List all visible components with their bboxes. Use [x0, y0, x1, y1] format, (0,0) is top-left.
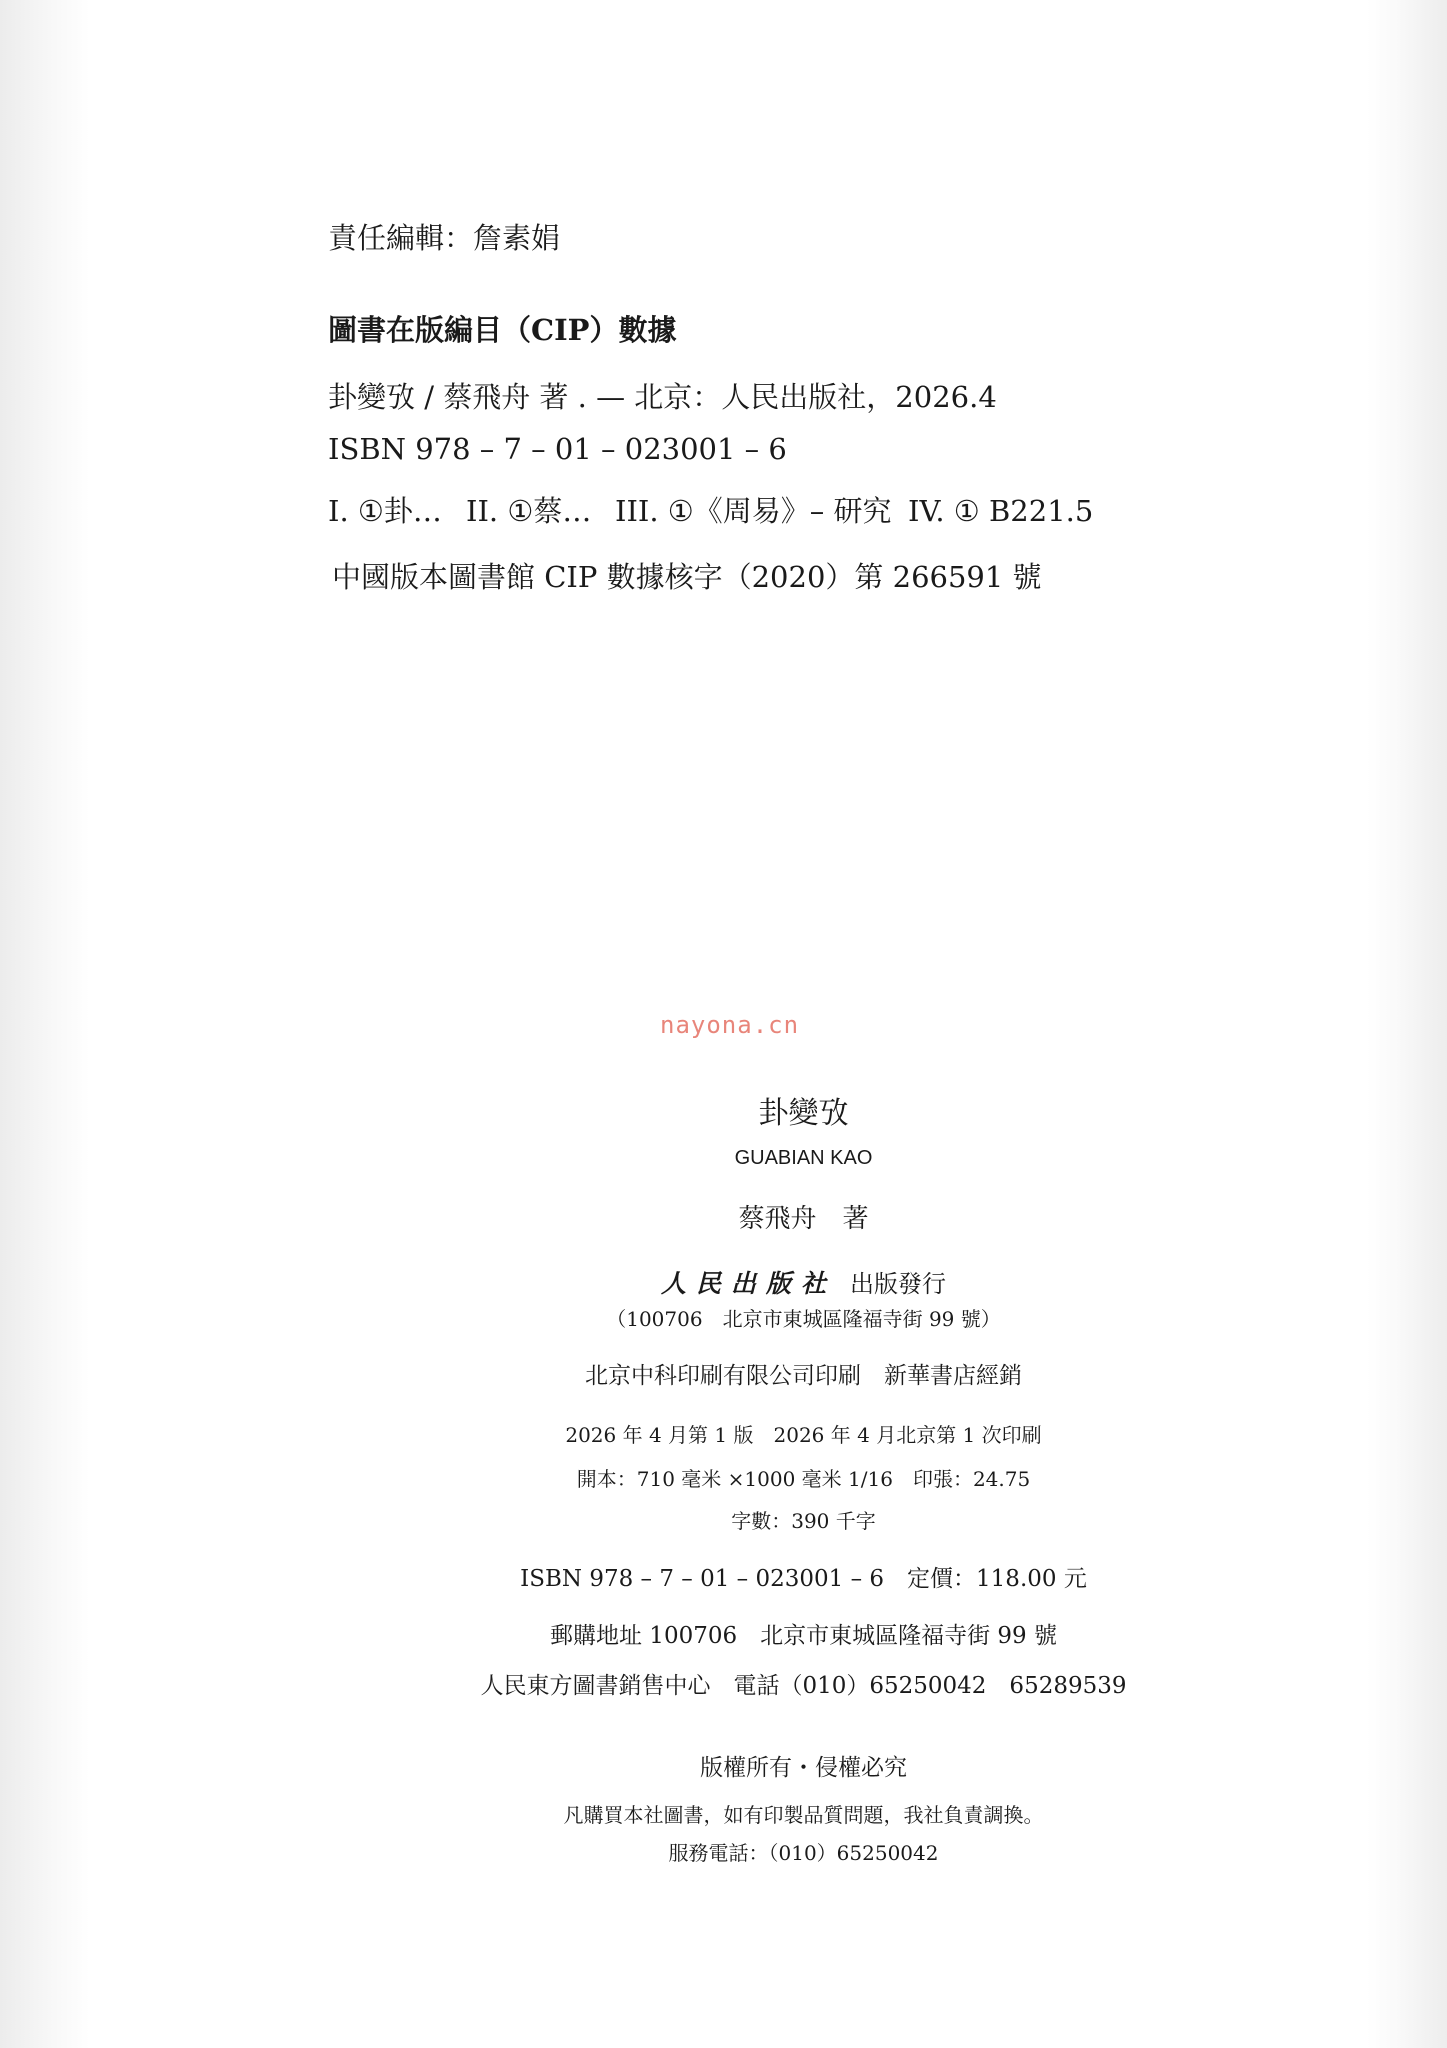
- cip-approval: 中國版本圖書館 CIP 數據核字（2020）第 266591 號: [332, 560, 1042, 594]
- publisher-line: [0, 1271, 1447, 1296]
- quality-notice-line: 凡購買本社圖書，如有印製品質問題，我社負責調換。: [563, 1803, 1044, 1827]
- word-count-line: 字數：390 千字: [731, 1509, 876, 1533]
- mail-order-line: 郵購地址 100706 北京市東城區隆福寺街 99 號: [550, 1623, 1057, 1649]
- responsible-editor: 責任編輯：詹素娟: [328, 221, 561, 255]
- book-title-romanized: GUABIAN KAO: [734, 1147, 873, 1169]
- publisher-logo: 人民出版社: [660, 1269, 836, 1298]
- publisher-action: 出版發行: [850, 1270, 946, 1298]
- watermark-text: nayona.cn: [660, 1011, 800, 1039]
- format-line: 開本：710 毫米 ×1000 毫米 1/16 印張：24.75: [576, 1467, 1031, 1491]
- printer-line: 北京中科印刷有限公司印刷 新華書店經銷: [585, 1363, 1022, 1389]
- classification-item: I. ①卦…: [328, 494, 442, 528]
- classification-item: II. ①蔡…: [466, 494, 592, 528]
- isbn-line: ISBN 978 – 7 – 01 – 023001 – 6: [328, 432, 787, 466]
- sales-center-line: 人民東方圖書銷售中心 電話（010）65250042 65289539: [480, 1673, 1127, 1699]
- service-phone-line: 服務電話：（010）65250042: [668, 1841, 939, 1865]
- copyright-line: 版權所有・侵權必究: [700, 1755, 907, 1781]
- page-edge-shadow-right: [1367, 0, 1447, 2048]
- isbn-price-line: ISBN 978 – 7 – 01 – 023001 – 6 定價：118.00 元: [520, 1566, 1087, 1592]
- cip-record: 卦變攷 / 蔡飛舟 著 . — 北京：人民出版社，2026.4: [328, 380, 997, 414]
- publisher-address: （100706 北京市東城區隆福寺街 99 號）: [606, 1307, 1001, 1331]
- page-edge-shadow-left: [0, 0, 90, 2048]
- book-title: 卦變攷: [758, 1096, 849, 1131]
- cip-heading: 圖書在版編目（CIP）數據: [328, 313, 677, 347]
- classification-item: III. ①《周易》– 研究: [615, 494, 892, 528]
- classification-item: IV. ① B221.5: [908, 494, 1094, 528]
- author-line: 蔡飛舟 著: [738, 1204, 869, 1234]
- edition-line: 2026 年 4 月第 1 版 2026 年 4 月北京第 1 次印刷: [565, 1423, 1042, 1447]
